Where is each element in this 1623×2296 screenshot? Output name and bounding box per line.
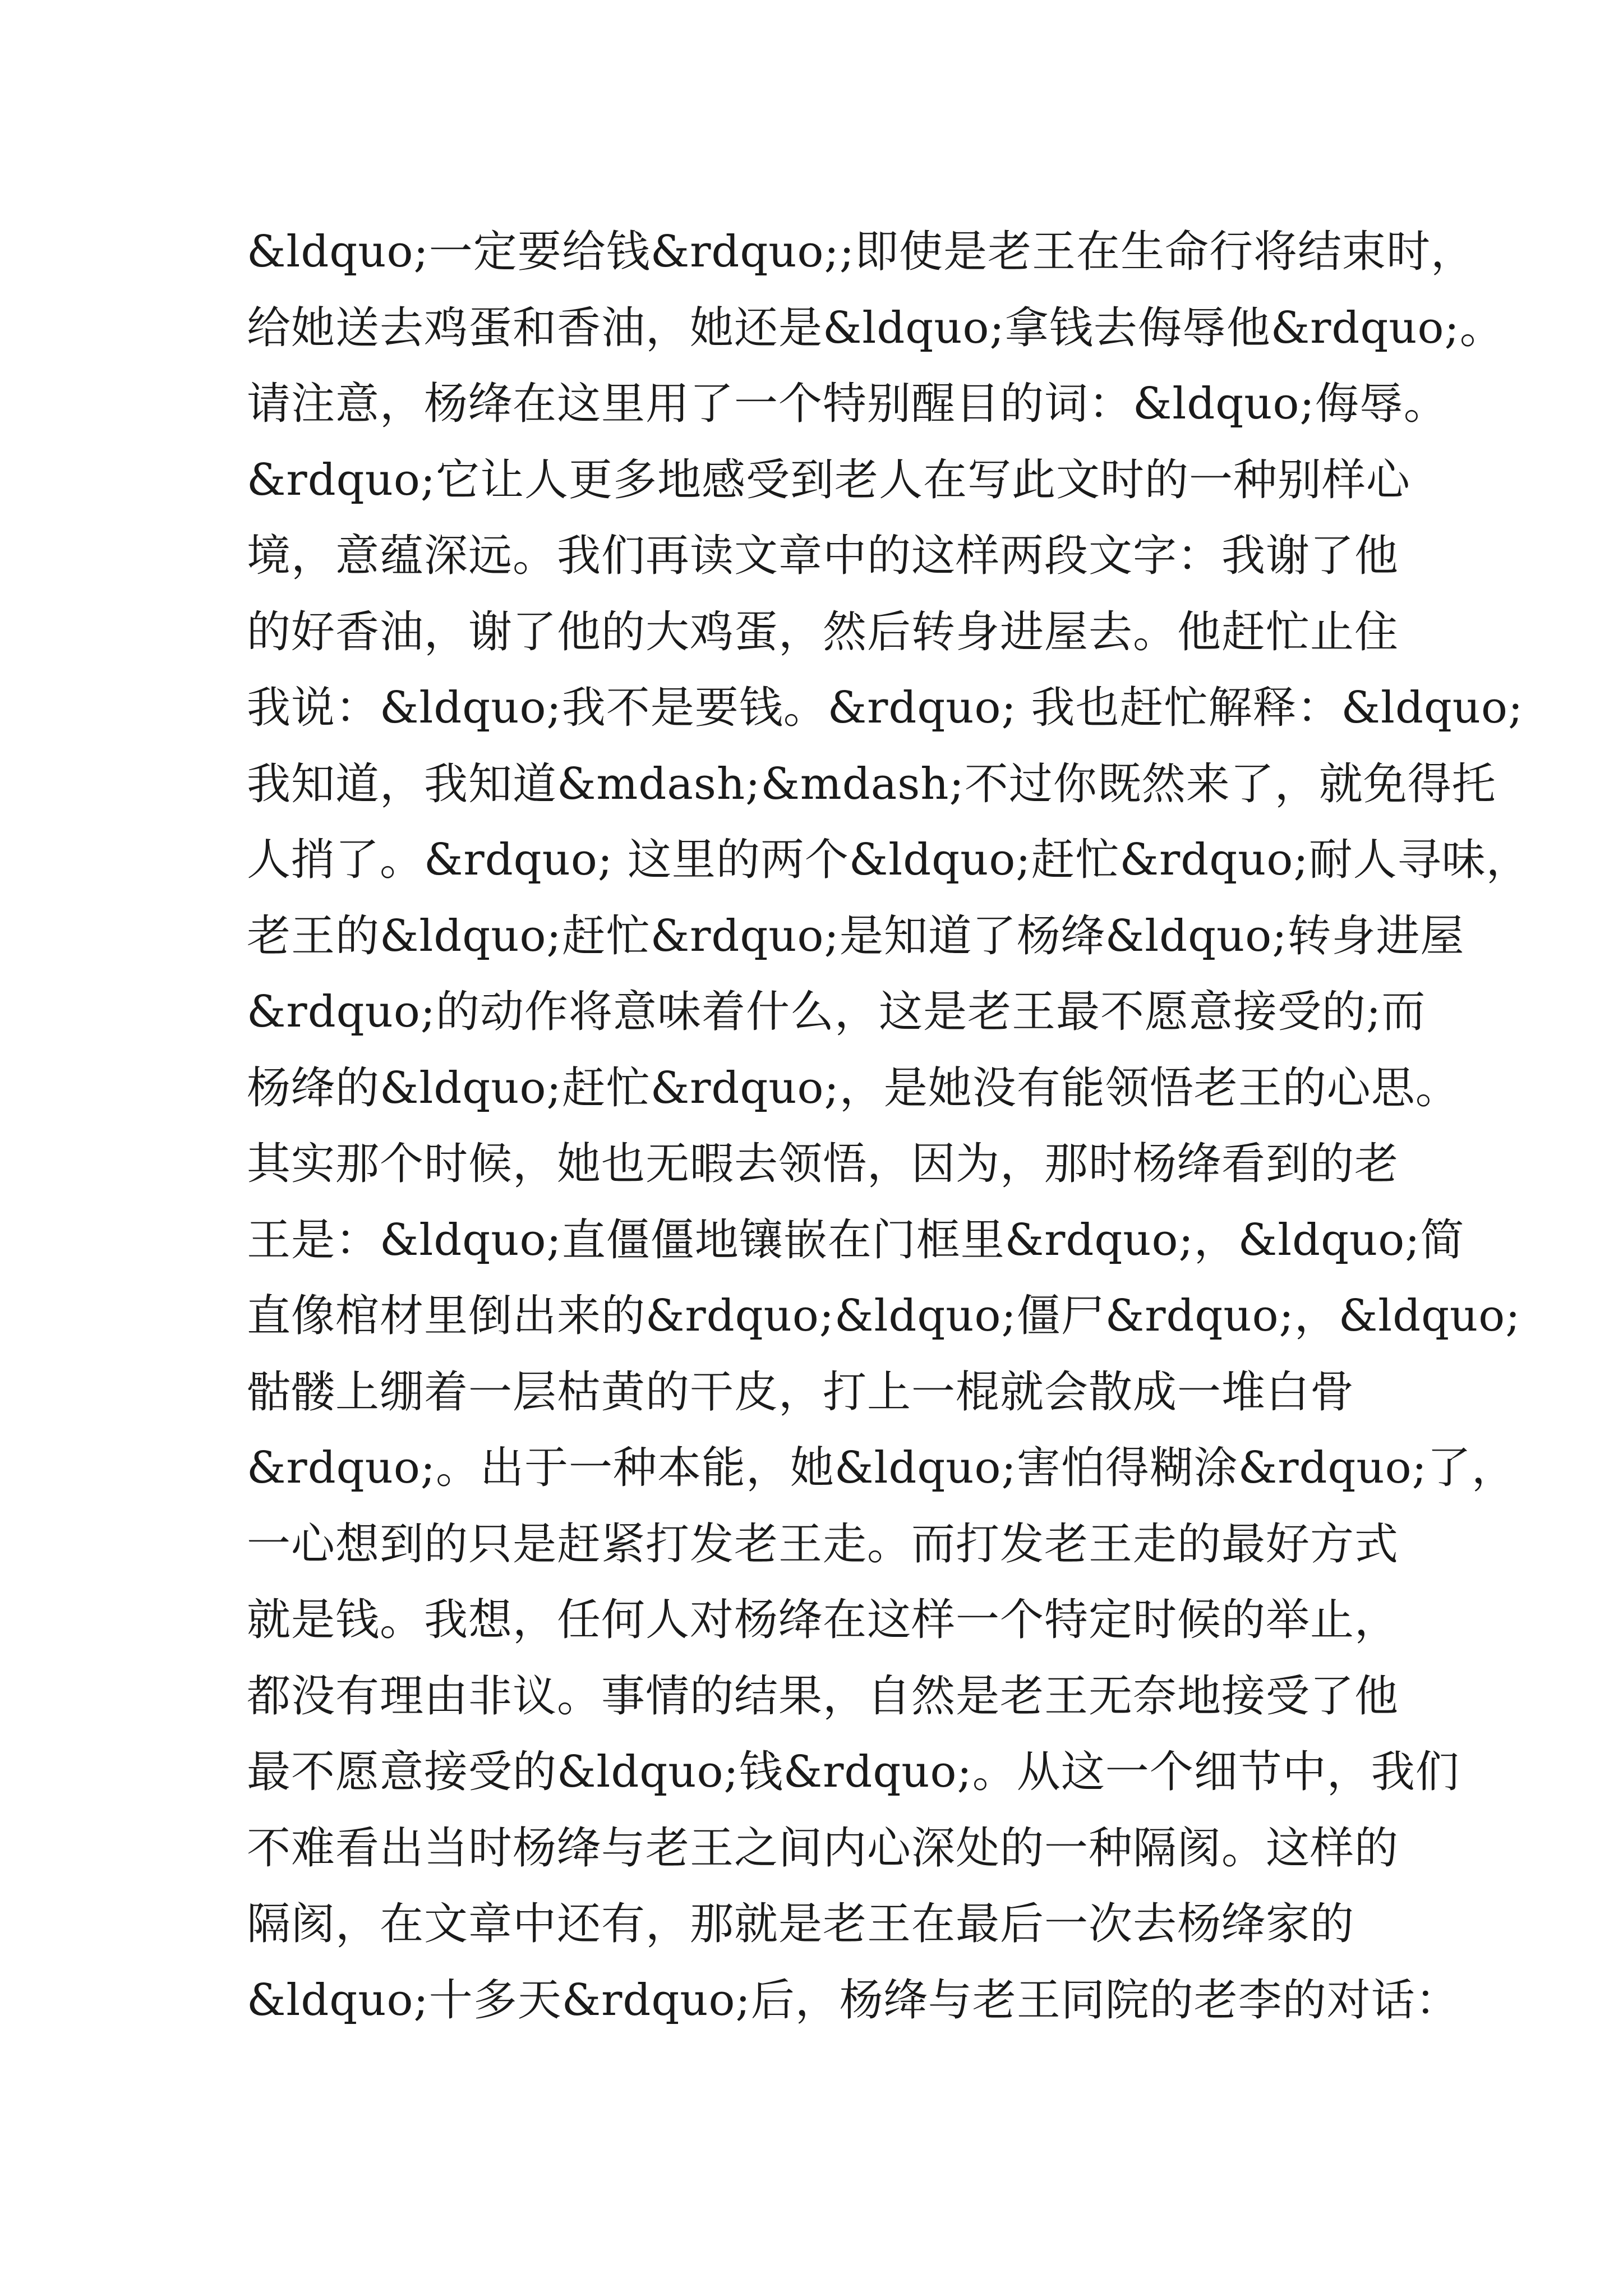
text-line: 杨绛的&ldquo;赶忙&rdquo;，是她没有能领悟老王的心思。 [247, 1062, 1460, 1114]
text-line: 一心想到的只是赶紧打发老王走。而打发老王走的最好方式 [247, 1519, 1399, 1570]
text-line: 老王的&ldquo;赶忙&rdquo;是知道了杨绛&ldquo;转身进屋 [247, 910, 1465, 961]
text-line: 不难看出当时杨绛与老王之间内心深处的一种隔阂。这样的 [247, 1823, 1399, 1874]
text-line: 我说：&ldquo;我不是要钱。&rdquo; 我也赶忙解释：&ldquo; [247, 683, 1524, 733]
text-line: 都没有理由非议。事情的结果，自然是老王无奈地接受了他 [247, 1671, 1399, 1722]
text-line: 最不愿意接受的&ldquo;钱&rdquo;。从这一个细节中，我们 [247, 1747, 1460, 1797]
text-line: 请注意，杨绛在这里用了一个特别醒目的词：&ldquo;侮辱。 [247, 379, 1448, 429]
text-line: &ldquo;一定要给钱&rdquo;;即使是老王在生命行将结束时， [247, 227, 1476, 277]
text-line: 王是：&ldquo;直僵僵地镶嵌在门框里&rdquo;，&ldquo;简 [247, 1214, 1465, 1266]
text-line: 给她送去鸡蛋和香油，她还是&ldquo;拿钱去侮辱他&rdquo;。 [247, 302, 1504, 353]
text-line: 其实那个时候，她也无暇去领悟，因为，那时杨绛看到的老 [247, 1139, 1399, 1189]
text-line: 的好香油，谢了他的大鸡蛋，然后转身进屋去。他赶忙止住 [247, 606, 1399, 657]
text-line: 就是钱。我想，任何人对杨绛在这样一个特定时候的举止， [247, 1595, 1399, 1645]
text-line: 直像棺材里倒出来的&rdquo;&ldquo;僵尸&rdquo;，&ldquo; [247, 1291, 1521, 1341]
text-line: &rdquo;它让人更多地感受到老人在写此文时的一种别样心 [247, 454, 1411, 505]
text-line: 骷髅上绷着一层枯黄的干皮，打上一棍就会散成一堆白骨 [247, 1366, 1355, 1418]
text-line: 境，意蕴深远。我们再读文章中的这样两段文字：我谢了他 [247, 531, 1399, 581]
text-line: &rdquo;。出于一种本能，她&ldquo;害怕得糊涂&rdquo;了， [247, 1443, 1516, 1493]
text-line: &ldquo;十多天&rdquo;后，杨绛与老王同院的老李的对话： [247, 1975, 1460, 2026]
text-line: 我知道，我知道&mdash;&mdash;不过你既然来了，就免得托 [247, 758, 1496, 809]
text-line: 隔阂，在文章中还有，那就是老王在最后一次去杨绛家的 [247, 1899, 1355, 1949]
text-line: 人捎了。&rdquo; 这里的两个&ldquo;赶忙&rdquo;耐人寻味， [247, 835, 1530, 885]
body-text [247, 214, 1530, 2039]
text-line: &rdquo;的动作将意味着什么，这是老王最不愿意接受的;而 [247, 987, 1426, 1037]
